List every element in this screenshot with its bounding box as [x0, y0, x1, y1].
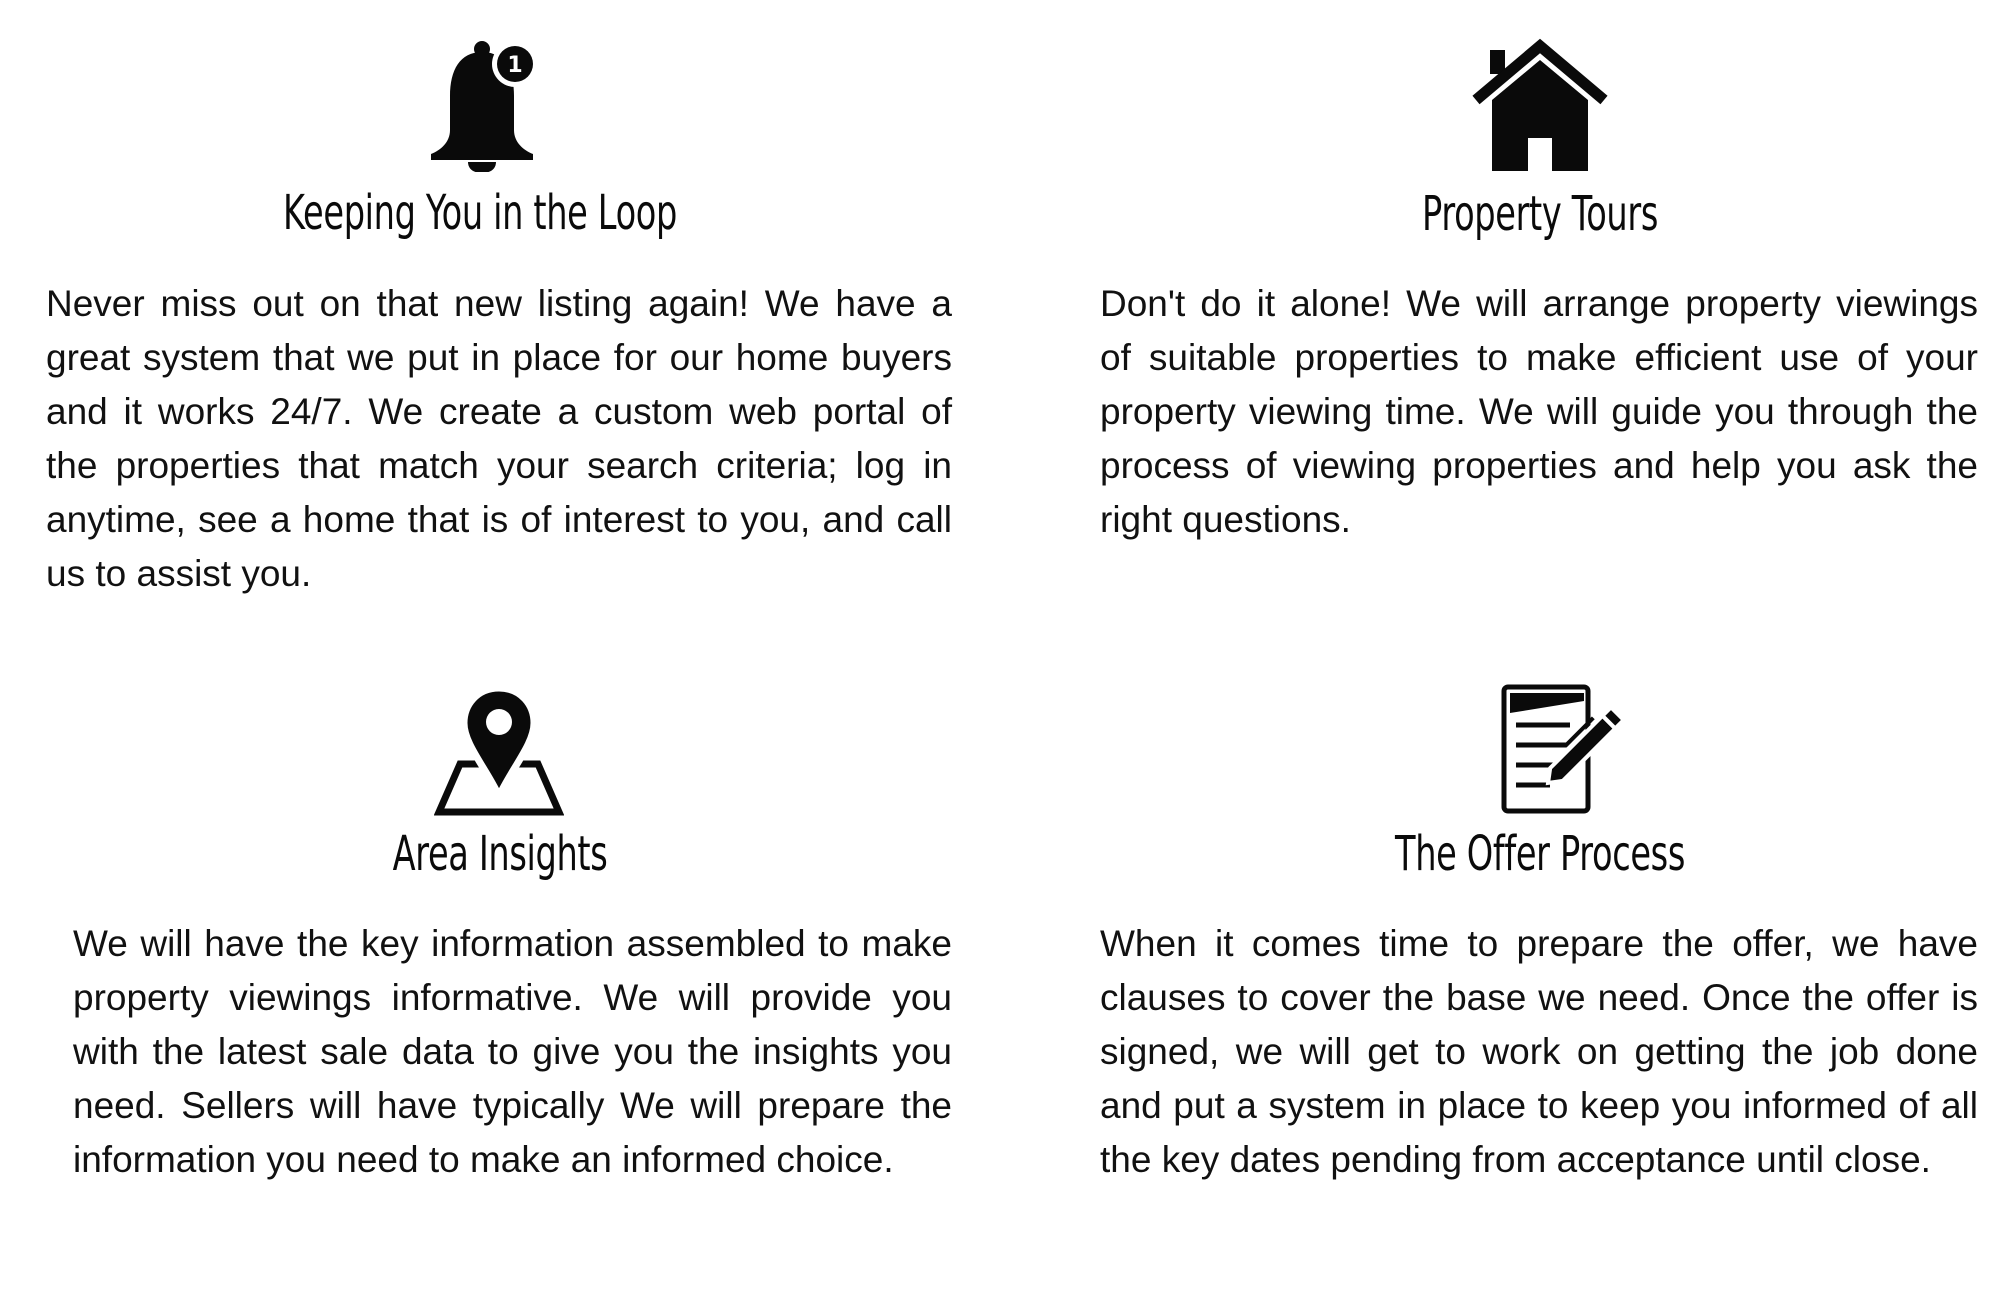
section-title: Keeping You in the Loop: [283, 185, 677, 241]
section-body: Don't do it alone! We will arrange property viewings of suitable properties to make efficient use of your property viewing time. We will guide you through the process of viewing properties and help you ask the right questions.: [1100, 283, 1978, 540]
bell-notification-icon: [425, 38, 541, 172]
section-body: We will have the key information assembled to make property viewings informative. We will provide you with the latest sale data to give you the insights you need. Sellers will have typically We will prepare the information you need to make an informed choice.: [73, 923, 952, 1180]
section-title: Area Insights: [392, 826, 608, 882]
section-body: When it comes time to prepare the offer, we have clauses to cover the base we need. Once the offer is signed, we will get to work on getting the job done and put a system in place to keep you informed of all the key dates pending from acceptance until close.: [1100, 923, 1978, 1180]
section-body: Never miss out on that new listing again! We have a great system that we put in place for our home buyers and it works 24/7. We create a custom web portal of the properties that match your search criteria; log in anytime, see a home that is of interest to you, and call us to assist you.: [46, 283, 952, 594]
house-icon: [1470, 38, 1610, 172]
section-title: The Offer Process: [1395, 826, 1685, 882]
notification-badge-count: 1: [507, 53, 523, 78]
document-pen-icon: [1498, 683, 1638, 815]
section-title: Property Tours: [1422, 186, 1658, 242]
map-pin-icon: [434, 686, 564, 816]
